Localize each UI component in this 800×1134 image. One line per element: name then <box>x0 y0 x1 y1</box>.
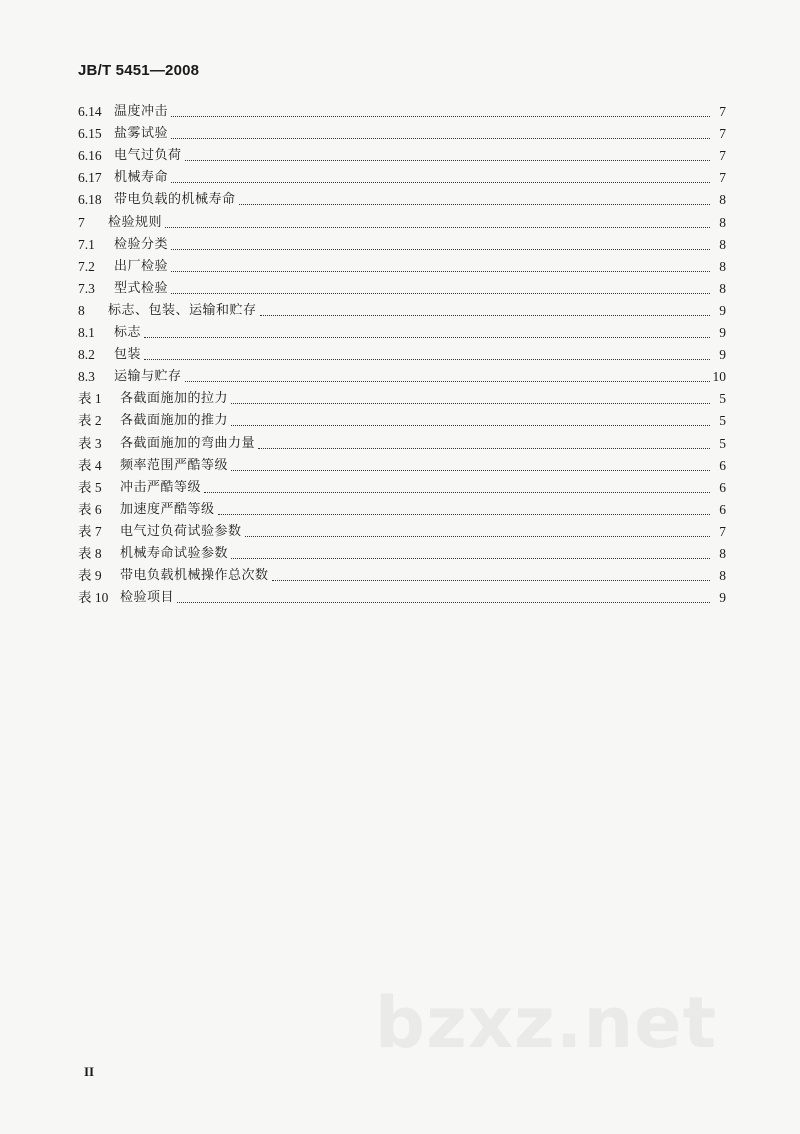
toc-entry[interactable] <box>78 385 726 407</box>
toc-entry-title: 各截面施加的弯曲力量 <box>120 435 256 451</box>
toc-entry-page: 7 <box>719 148 726 164</box>
toc-entry-page: 9 <box>719 325 726 341</box>
toc-entry[interactable] <box>78 540 726 562</box>
toc-entry[interactable] <box>78 120 726 142</box>
toc-leader-dots <box>204 492 710 493</box>
toc-entry-page: 5 <box>719 391 726 407</box>
toc-entry[interactable] <box>78 562 726 584</box>
toc-entry[interactable] <box>78 518 726 540</box>
toc-entry-page: 8 <box>719 280 726 296</box>
toc-entry[interactable] <box>78 452 726 474</box>
toc-entry[interactable] <box>78 407 726 429</box>
toc-entry-page: 8 <box>719 568 726 584</box>
toc-entry-number: 表 2 <box>78 413 102 429</box>
toc-leader-dots <box>171 271 710 272</box>
toc-entry-number: 表 1 <box>78 391 102 407</box>
toc-entry-page: 10 <box>712 369 726 385</box>
standard-code-header: JB/T 5451—2008 <box>78 62 200 79</box>
toc-entry-title: 频率范围严酷等级 <box>120 457 229 473</box>
toc-entry-title: 温度冲击 <box>114 104 169 120</box>
toc-entry[interactable] <box>78 474 726 496</box>
toc-entry-page: 8 <box>719 214 726 230</box>
toc-entry[interactable] <box>78 363 726 385</box>
toc-entry-title: 标志、包装、运输和贮存 <box>108 302 257 318</box>
toc-entry-number: 6.17 <box>78 170 102 186</box>
toc-entry-page: 7 <box>719 170 726 186</box>
toc-entry-title: 冲击严酷等级 <box>120 479 202 495</box>
toc-entry[interactable] <box>78 142 726 164</box>
toc-entry-page: 8 <box>719 258 726 274</box>
toc-entry[interactable] <box>78 584 726 606</box>
toc-leader-dots <box>218 514 710 515</box>
toc-entry-number: 7.1 <box>78 236 95 252</box>
toc-entry[interactable] <box>78 319 726 341</box>
toc-entry-title: 检验分类 <box>114 236 169 252</box>
toc-leader-dots <box>239 204 710 205</box>
toc-entry[interactable] <box>78 164 726 186</box>
toc-entry-page: 6 <box>719 457 726 473</box>
toc-entry-title: 型式检验 <box>114 280 169 296</box>
toc-entry-title: 各截面施加的推力 <box>120 413 229 429</box>
table-of-contents <box>78 98 726 606</box>
toc-entry[interactable] <box>78 297 726 319</box>
toc-entry-title: 出厂检验 <box>114 258 169 274</box>
toc-entry-page: 8 <box>719 236 726 252</box>
toc-leader-dots <box>171 138 710 139</box>
toc-entry-number: 8.1 <box>78 325 95 341</box>
toc-entry-page: 5 <box>719 413 726 429</box>
toc-entry[interactable] <box>78 253 726 275</box>
toc-entry-number: 8 <box>78 302 85 318</box>
toc-leader-dots <box>231 558 710 559</box>
toc-entry-title: 电气过负荷试验参数 <box>120 523 242 539</box>
toc-leader-dots <box>171 116 710 117</box>
toc-leader-dots <box>260 315 710 316</box>
toc-leader-dots <box>258 448 710 449</box>
toc-leader-dots <box>165 227 710 228</box>
toc-entry-number: 表 7 <box>78 523 102 539</box>
toc-entry[interactable] <box>78 275 726 297</box>
toc-entry-title: 机械寿命 <box>114 170 169 186</box>
toc-entry-number: 表 10 <box>78 590 109 606</box>
toc-entry-title: 各截面施加的拉力 <box>120 391 229 407</box>
toc-leader-dots <box>231 403 710 404</box>
toc-entry-page: 6 <box>719 501 726 517</box>
toc-entry-title: 运输与贮存 <box>114 369 182 385</box>
toc-entry-page: 7 <box>719 523 726 539</box>
toc-entry-title: 检验规则 <box>108 214 163 230</box>
toc-entry[interactable] <box>78 186 726 208</box>
toc-entry-page: 6 <box>719 479 726 495</box>
toc-entry[interactable] <box>78 429 726 451</box>
toc-entry-title: 包装 <box>114 347 142 363</box>
toc-entry-page: 7 <box>719 104 726 120</box>
toc-leader-dots <box>144 359 710 360</box>
toc-entry-page: 9 <box>719 302 726 318</box>
toc-leader-dots <box>171 249 710 250</box>
watermark-logo: bzxz.net <box>375 982 718 1064</box>
toc-leader-dots <box>171 293 710 294</box>
toc-leader-dots <box>185 381 710 382</box>
toc-entry[interactable] <box>78 208 726 230</box>
toc-entry-title: 盐雾试验 <box>114 126 169 142</box>
toc-entry-number: 表 4 <box>78 457 102 473</box>
toc-entry-title: 带电负载的机械寿命 <box>114 192 236 208</box>
toc-entry-number: 6.18 <box>78 192 102 208</box>
toc-entry-title: 电气过负荷 <box>114 148 182 164</box>
toc-leader-dots <box>231 470 710 471</box>
toc-entry-number: 表 5 <box>78 479 102 495</box>
toc-leader-dots <box>272 580 710 581</box>
toc-entry-number: 表 3 <box>78 435 102 451</box>
toc-entry-number: 6.15 <box>78 126 102 142</box>
toc-entry-number: 8.2 <box>78 347 95 363</box>
toc-entry[interactable] <box>78 341 726 363</box>
toc-entry[interactable] <box>78 98 726 120</box>
toc-leader-dots <box>185 160 710 161</box>
toc-entry-number: 表 9 <box>78 568 102 584</box>
toc-entry-page: 9 <box>719 347 726 363</box>
toc-entry-title: 带电负载机械操作总次数 <box>120 568 269 584</box>
toc-leader-dots <box>171 182 710 183</box>
toc-entry-number: 表 8 <box>78 545 102 561</box>
toc-entry-number: 表 6 <box>78 501 102 517</box>
toc-entry-page: 7 <box>719 126 726 142</box>
toc-entry-number: 7 <box>78 214 85 230</box>
toc-entry-page: 9 <box>719 590 726 606</box>
toc-entry-page: 8 <box>719 545 726 561</box>
toc-entry-title: 检验项目 <box>120 590 175 606</box>
toc-leader-dots <box>144 337 710 338</box>
toc-entry-page: 8 <box>719 192 726 208</box>
toc-entry-title: 机械寿命试验参数 <box>120 545 229 561</box>
toc-leader-dots <box>245 536 710 537</box>
toc-entry-number: 6.14 <box>78 104 102 120</box>
toc-entry-number: 7.2 <box>78 258 95 274</box>
toc-leader-dots <box>177 602 710 603</box>
toc-entry-number: 7.3 <box>78 280 95 296</box>
toc-entry-number: 6.16 <box>78 148 102 164</box>
toc-entry[interactable] <box>78 496 726 518</box>
toc-entry[interactable] <box>78 231 726 253</box>
toc-entry-number: 8.3 <box>78 369 95 385</box>
page-number: II <box>84 1064 95 1079</box>
toc-entry-title: 标志 <box>114 325 142 341</box>
toc-entry-page: 5 <box>719 435 726 451</box>
toc-leader-dots <box>231 425 710 426</box>
toc-entry-title: 加速度严酷等级 <box>120 501 215 517</box>
